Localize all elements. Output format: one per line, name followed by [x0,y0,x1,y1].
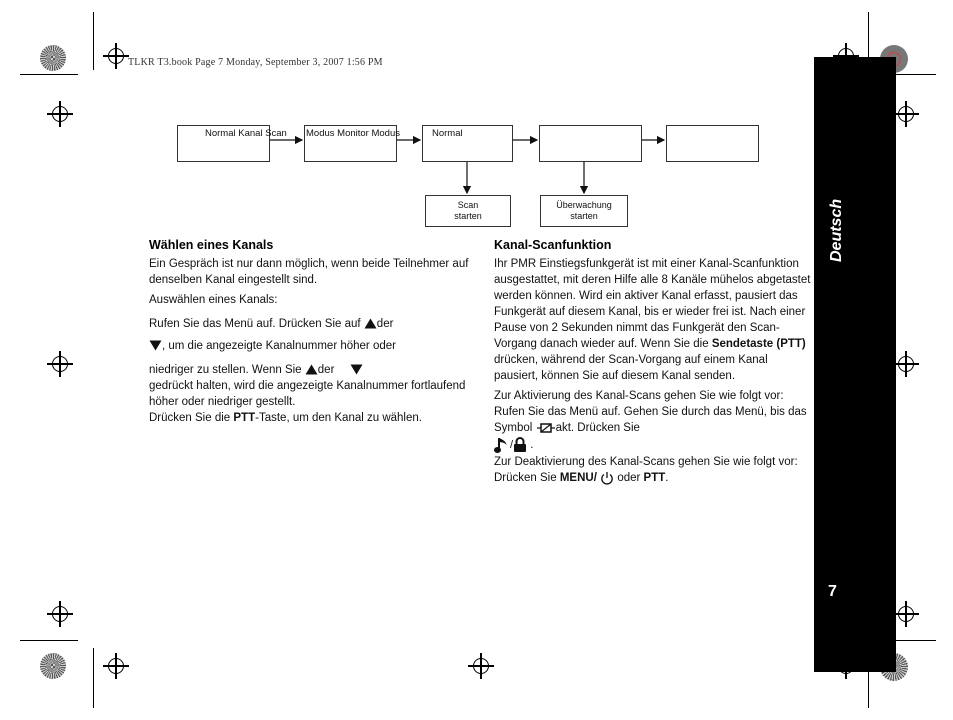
left-paragraph-3b: , um die angezeigte Kanalnummer höher oder [149,338,469,354]
right-paragraph-1: Ihr PMR Einstiegsfunkgerät ist mit einer Kanal-Scanfunktion ausgestattet, mit deren Hilfe alle 8 Kanäle mühelos abgetastet werden können. Wird ein aktiver Kanal erfasst, pausiert das Funkgerät auf diesem Kanal, bis er wieder frei ist. Nach einer Pause von 2 Sekunden nimmt das Funkgerät den Scan-Vorgang danach wieder auf. Wenn Sie die Sendetaste (PTT) drücken, während der Scan-Vorgang auf einem Kanal pausiert, können Sie auf diesem Kanal senden. [494,258,811,382]
right-heading: Kanal-Scanfunktion [494,238,612,252]
triangle-up-icon [364,318,377,329]
scan-start-line1: Scan [457,200,479,210]
monitor-start-line2: starten [570,211,598,221]
right-paragraph-3: Rufen Sie das Menü auf. Gehen Sie durch das Menü, bis das Symbol akt. Drücken Sie / . [494,404,811,454]
left-paragraph-3: Rufen Sie das Menü auf. Drücken Sie auf der [149,318,394,330]
right-paragraph-2: Zur Aktivierung des Kanal-Scans gehen Sie wie folgt vor: [494,390,784,402]
sidebar-language-label: Deutsch [828,198,845,262]
crop-mark [20,640,78,641]
scan-start-line2: starten [454,211,482,221]
right-column [494,238,811,486]
triangle-down-icon [350,364,363,375]
left-heading: Wählen eines Kanals [149,238,274,252]
registration-mark [473,658,489,674]
print-info-line: TLKR T3.book Page 7 Monday, September 3, 2007 1:56 PM [128,57,383,68]
registration-mark [898,606,914,622]
music-note-icon [494,436,510,454]
flow-label-normal-scan: Normal Kanal Scan [205,128,287,139]
left-paragraph-5: Drücken Sie die PTT-Taste, um den Kanal zu wählen. [149,412,422,424]
crop-mark [93,648,94,708]
registration-mark [52,356,68,372]
left-column [149,238,469,426]
left-paragraph-1: Ein Gespräch ist nur dann möglich, wenn beide Teilnehmer auf denselben Kanal eingestellt sind. [149,258,469,286]
left-paragraph-2: Auswählen eines Kanals: [149,294,278,306]
right-paragraph-4: Zur Deaktivierung des Kanal-Scans gehen Sie wie folgt vor: [494,456,798,468]
registration-mark [898,356,914,372]
scan-symbol-icon [536,422,556,434]
flow-label-monitor: Modus Monitor Modus [306,128,400,139]
triangle-up-icon [305,364,318,375]
power-icon [600,471,614,485]
flow-box-scan-start [425,195,511,227]
registration-mark [108,658,124,674]
monitor-start-line1: Überwachung [556,200,612,210]
right-paragraph-5: Drücken Sie MENU/ oder PTT. [494,472,669,484]
lock-icon [513,437,527,453]
registration-mark [52,606,68,622]
flow-box-monitor-start [540,195,628,227]
triangle-down-icon [149,340,162,351]
left-paragraph-4: niedriger zu stellen. Wenn Sie der gedrückt halten, wird die angezeigte Kanalnummer fortlaufend höher oder niedriger gestellt. [149,364,466,408]
color-dial-mark [40,653,66,679]
page-number: 7 [828,583,837,600]
flow-label-normal: Normal [432,128,463,139]
